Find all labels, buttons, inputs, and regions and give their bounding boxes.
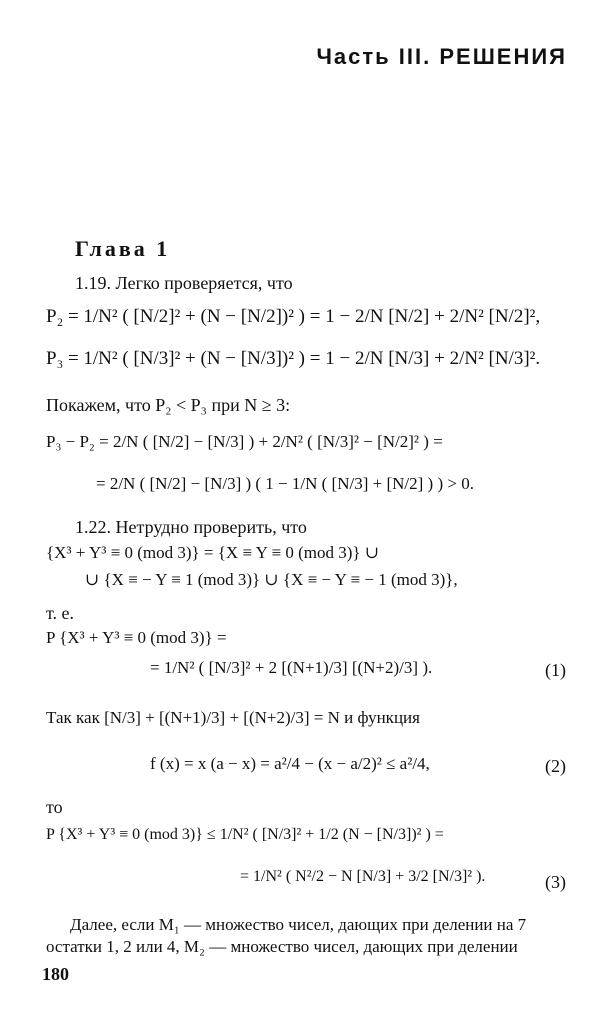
equation-set-line1: {X³ + Y³ ≡ 0 (mod 3)} = {X ≡ Y ≡ 0 (mod 3)} ∪ (46, 543, 380, 562)
problem-1-22-lead: 1.22. Нетрудно проверить, что (75, 517, 307, 537)
equation-function: f (x) = x (a − x) = a²/4 − (x − a/2)² ≤ a²/4, (150, 754, 430, 773)
equation-probability-line2: = 1/N² ( [N/3]² + 2 [(N+1)/3] [(N+2)/3] ). (150, 658, 433, 677)
problem-1-19-lead: 1.19. Легко проверяется, что (75, 273, 293, 293)
final-paragraph-line2: остатки 1, 2 или 4, M₂ — множество чисел, дающих при делении (46, 937, 518, 956)
show-statement: Покажем, что P₂ < P₃ при N ≥ 3: (46, 395, 291, 415)
equation-inequality-line2: = 1/N² ( N²/2 − N [N/3] + 3/2 [N/3]² ). (240, 868, 486, 885)
ie-text: т. е. (46, 603, 75, 623)
final-paragraph-line1: Далее, если M₁ — множество чисел, дающих при делении на 7 (70, 915, 527, 934)
running-header: Часть III. РЕШЕНИЯ (316, 44, 567, 69)
equation-difference-line1: P₃ − P₂ = 2/N ( [N/2] − [N/3] ) + 2/N² ( [N/3]² − [N/2]² ) = (46, 432, 443, 451)
page-number: 180 (42, 964, 69, 984)
equation-difference-line2: = 2/N ( [N/2] − [N/3] ) ( 1 − 1/N ( [N/3] + [N/2] ) ) > 0. (96, 474, 474, 493)
equation-p2: P₂ = 1/N² ( [N/2]² + (N − [N/2])² ) = 1 − 2/N [N/2] + 2/N² [N/2]², (46, 306, 541, 327)
equation-number-2: (2) (545, 756, 566, 776)
equation-number-1: (1) (545, 660, 566, 680)
since-statement: Так как [N/3] + [(N+1)/3] + [(N+2)/3] = N и функция (46, 708, 420, 727)
equation-inequality-line1: P {X³ + Y³ ≡ 0 (mod 3)} ≤ 1/N² ( [N/3]² + 1/2 (N − [N/3])² ) = (46, 826, 444, 843)
equation-set-line2: ∪ {X ≡ − Y ≡ 1 (mod 3)} ∪ {X ≡ − Y ≡ − 1 (mod 3)}, (85, 570, 458, 589)
equation-probability-line1: P {X³ + Y³ ≡ 0 (mod 3)} = (46, 628, 227, 647)
chapter-title: Глава 1 (75, 236, 171, 261)
then-text: то (46, 797, 63, 817)
equation-p3: P₃ = 1/N² ( [N/3]² + (N − [N/3])² ) = 1 − 2/N [N/3] + 2/N² [N/3]². (46, 348, 541, 369)
equation-number-3: (3) (545, 872, 566, 892)
